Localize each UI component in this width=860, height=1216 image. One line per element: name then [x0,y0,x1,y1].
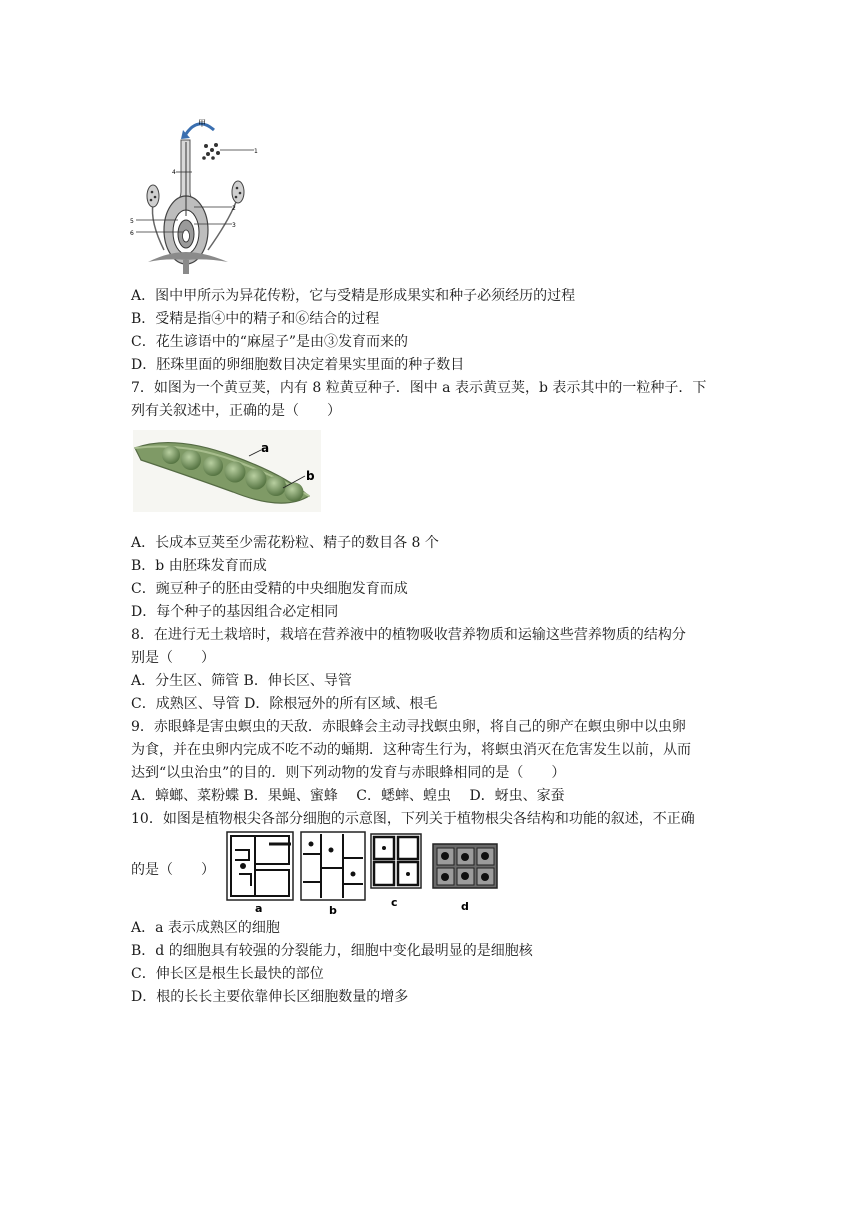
q9-stem-line1: 9．赤眼蜂是害虫螟虫的天敌．赤眼蜂会主动寻找螟虫卵，将自己的卵产在螟虫卵中以虫卵 [131,719,686,735]
q6-option-d: D．胚珠里面的卵细胞数目决定着果实里面的种子数目 [131,357,465,373]
q10-option-a: A．a 表示成熟区的细胞 [131,920,280,936]
label-c: c [391,896,398,909]
q8-options-line2: C．成熟区、导管 D．除根冠外的所有区域、根毛 [131,696,438,712]
root-tip-cells-figure [225,830,505,916]
q7-stem-line2: 列有关叙述中，正确的是（ ） [131,403,341,419]
label-b: b [306,469,315,483]
pea-pod-photo [133,430,321,512]
q10-option-d: D．根的长长主要依靠伸长区细胞数量的增多 [131,989,409,1005]
cell-panel-b [301,832,365,900]
label-a: a [261,441,270,455]
q8-stem-line1: 8．在进行无土栽培时，栽培在营养液中的植物吸收营养物质和运输这些营养物质的结构分 [131,627,686,643]
q7-option-c: C．豌豆种子的胚由受精的中央细胞发育而成 [131,581,408,597]
label-a: a [255,902,263,915]
q7-option-d: D．每个种子的基因组合必定相同 [131,604,339,620]
q10-stem-line2: 的是（ ） [131,862,215,878]
q10-option-c: C．伸长区是根生长最快的部位 [131,966,324,982]
q9-stem-line2: 为食，并在虫卵内完成不吃不动的蛹期．这种寄生行为，将螟虫消灭在危害发生以前，从而 [131,742,691,758]
cell-panel-d [433,844,497,888]
svg-text:2: 2 [232,205,236,212]
label-d: d [461,900,469,913]
q9-options-line: A．蟑螂、菜粉蝶 B．果蝇、蜜蜂 C．蟋蟀、蝗虫 D．蚜虫、家蚕 [131,788,565,804]
svg-text:3: 3 [232,222,236,229]
cell-panel-a [227,832,293,900]
q7-stem-line1: 7．如图为一个黄豆荚，内有 8 粒黄豆种子．图中 a 表示黄豆荚，b 表示其中的一粒种子．下 [131,380,707,396]
svg-text:6: 6 [130,230,134,237]
q8-options-line1: A．分生区、筛管 B．伸长区、导管 [131,673,352,689]
q8-stem-line2: 别是（ ） [131,650,215,666]
q7-option-b: B．b 由胚珠发育而成 [131,558,267,574]
label-jia: 甲 [198,119,206,128]
svg-text:4: 4 [172,169,176,176]
flower-diagram [128,112,263,277]
svg-text:1: 1 [254,148,258,155]
q6-option-a: A．图中甲所示为异花传粉，它与受精是形成果实和种子必须经历的过程 [131,288,576,304]
svg-text:5: 5 [130,218,134,225]
q7-option-a: A．长成本豆荚至少需花粉粒、精子的数目各 8 个 [131,535,439,551]
q10-option-b: B．d 的细胞具有较强的分裂能力，细胞中变化最明显的是细胞核 [131,943,533,959]
q9-stem-line3: 达到“以虫治虫”的目的．则下列动物的发育与赤眼蜂相同的是（ ） [131,765,566,781]
cell-panel-c [371,834,421,888]
label-b: b [329,904,337,916]
q6-option-b: B．受精是指④中的精子和⑥结合的过程 [131,311,380,327]
q10-stem-line1: 10．如图是植物根尖各部分细胞的示意图，下列关于植物根尖各结构和功能的叙述，不正确 [131,811,695,827]
q6-option-c: C．花生谚语中的“麻屋子”是由③发育而来的 [131,334,409,350]
